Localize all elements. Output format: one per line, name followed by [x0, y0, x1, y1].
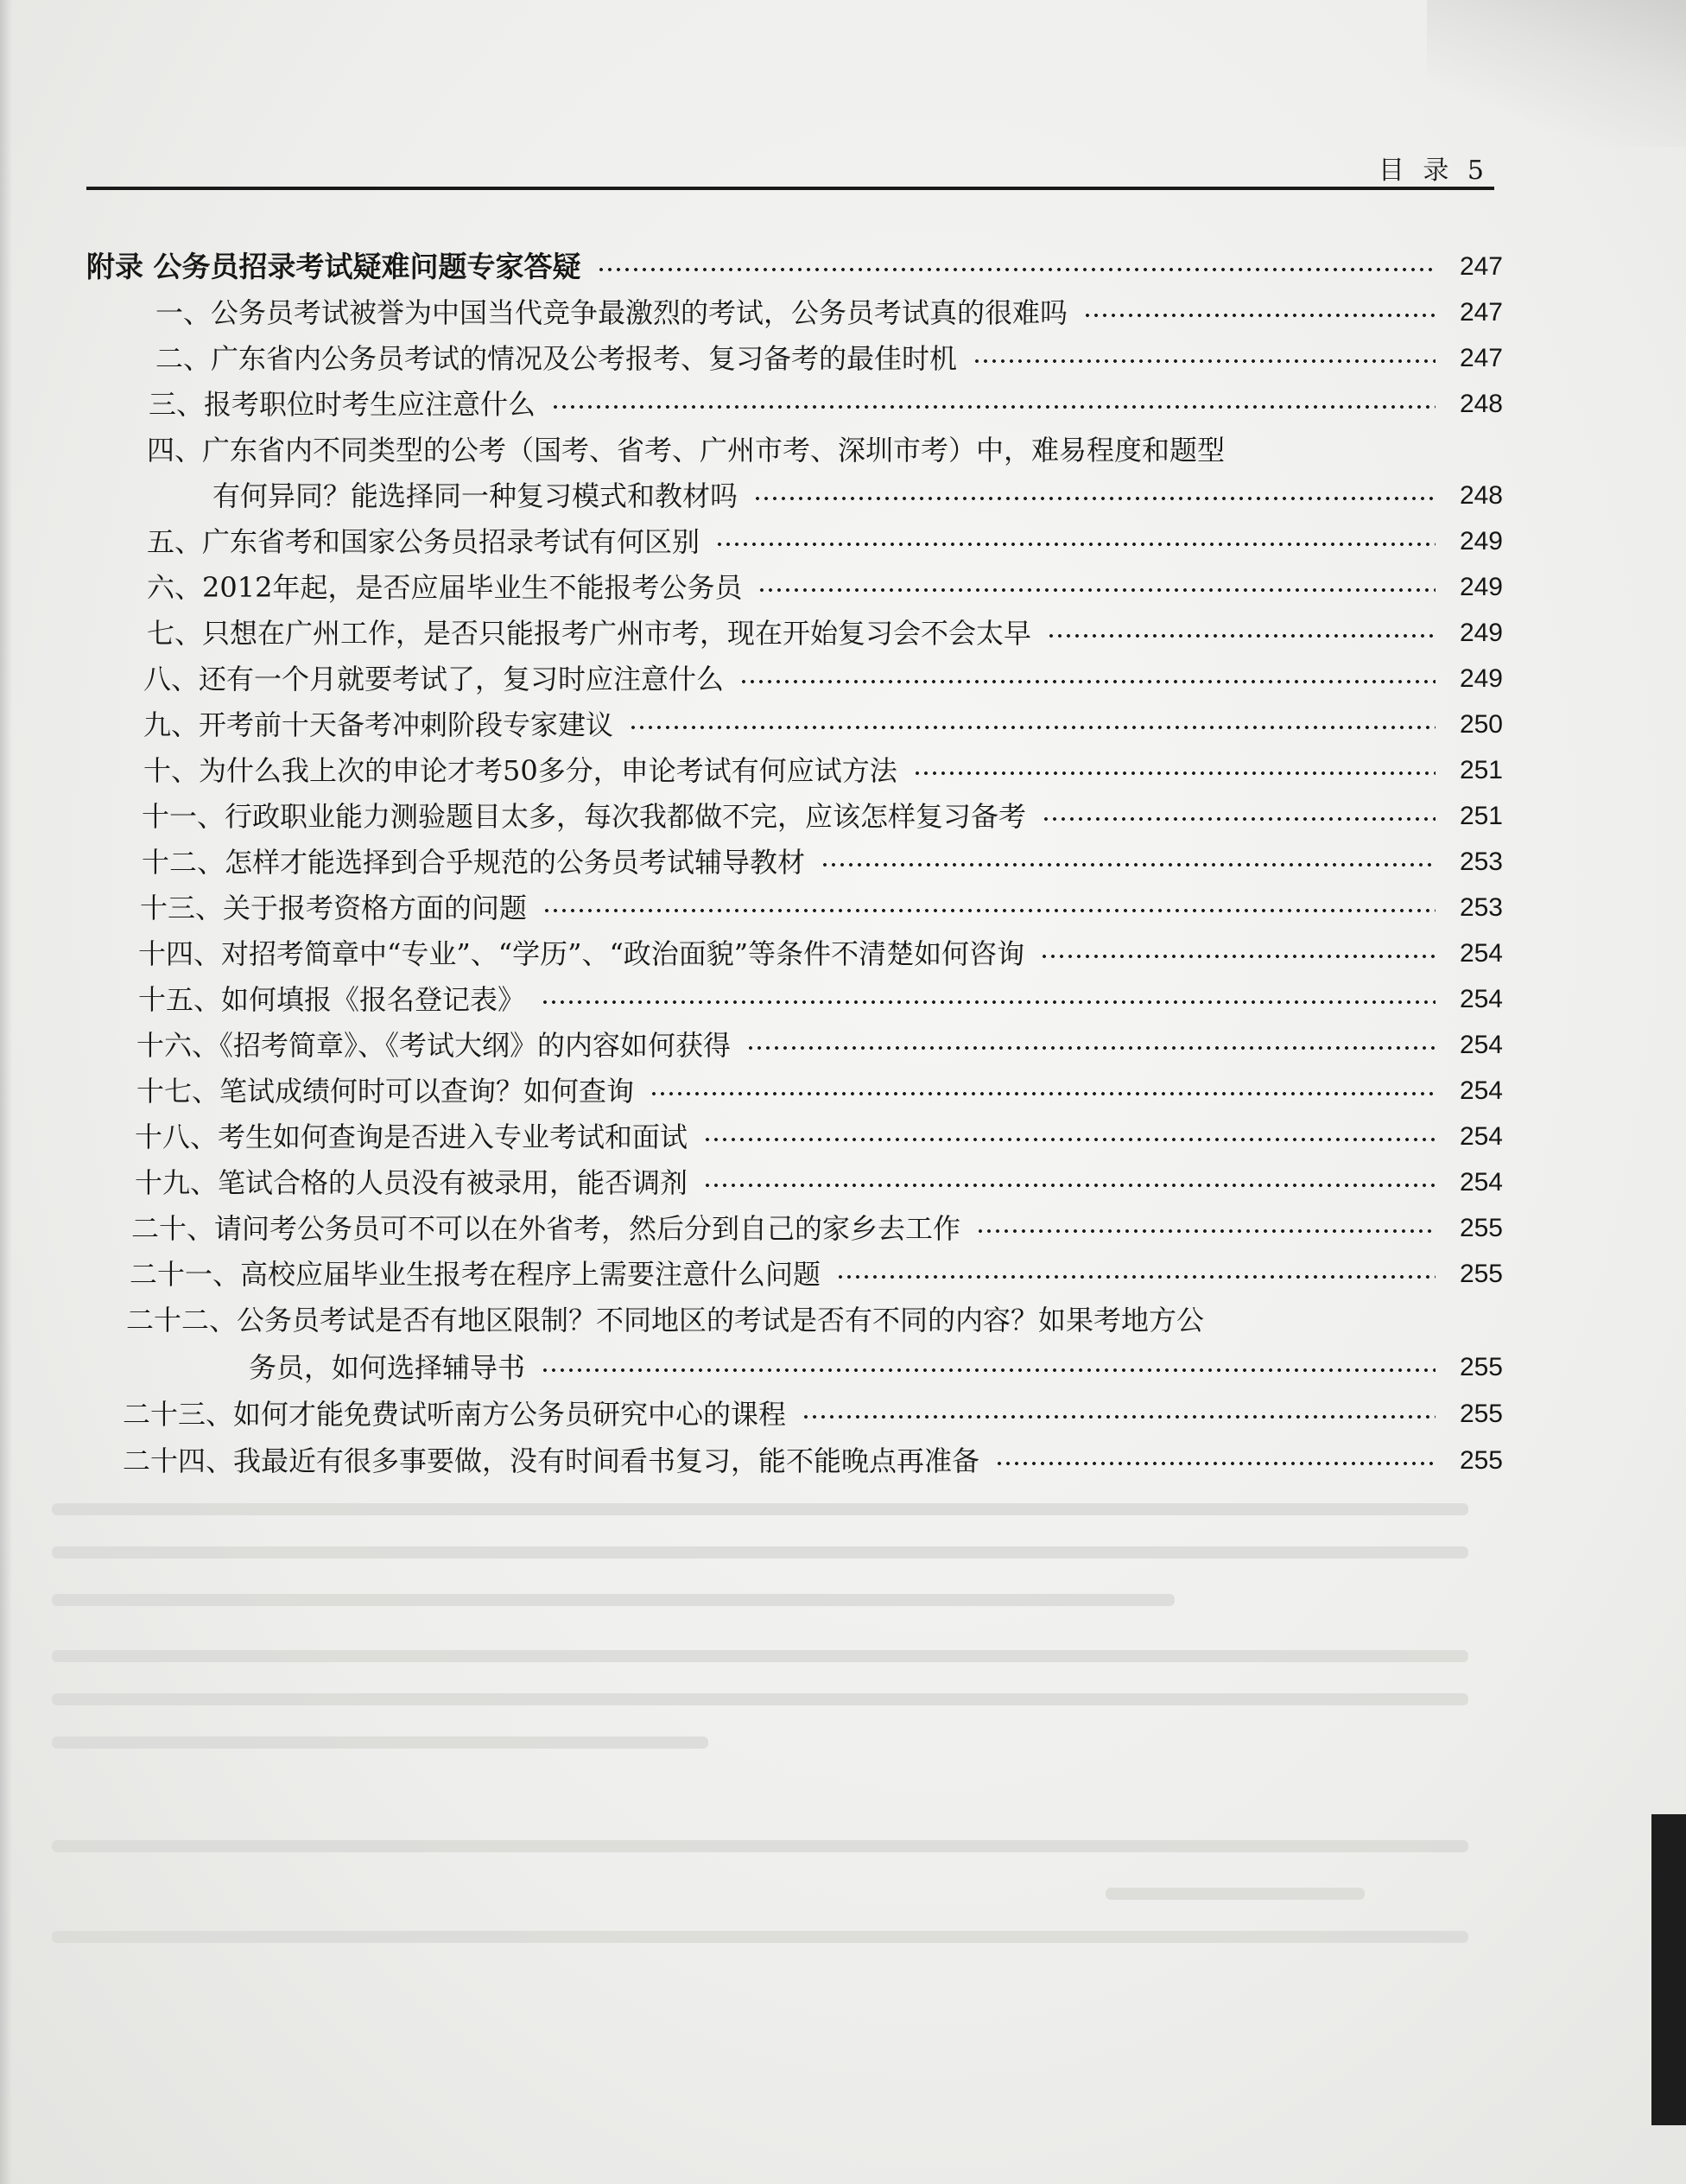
page-edge-tab	[1651, 1814, 1686, 2125]
toc-page-number: 247	[1459, 252, 1503, 281]
running-header	[86, 145, 1494, 190]
toc-page-number: 254	[1459, 1031, 1503, 1059]
toc-page-number: 250	[1459, 710, 1503, 739]
toc-page-number: 249	[1459, 619, 1503, 647]
dot-leader	[629, 717, 1436, 738]
toc-entry[interactable]	[86, 1022, 1503, 1069]
toc-entry-title: 十四、对招考简章中“专业”、“学历”、“政治面貌”等条件不清楚如何咨询	[138, 937, 1025, 970]
toc-entry[interactable]	[86, 1391, 1503, 1438]
page-edge-shadow	[0, 0, 12, 2184]
toc-entry-title: 十七、笔试成绩何时可以查询？如何查询	[136, 1075, 635, 1108]
toc-page-number: 248	[1459, 390, 1503, 418]
toc-entry[interactable]	[86, 1344, 1503, 1391]
toc-entry-title: 务员，如何选择辅导书	[249, 1351, 526, 1384]
toc-page-number: 248	[1459, 481, 1503, 510]
show-through-text	[52, 1594, 1175, 1606]
toc-entry-title: 九、开考前十天备考冲刺阶段专家建议	[143, 708, 614, 741]
show-through-text	[1106, 1888, 1365, 1900]
show-through-text	[52, 1503, 1468, 1515]
dot-leader	[715, 534, 1436, 555]
toc-entry-title: 有何异同？能选择同一种复习模式和教材吗	[212, 479, 738, 512]
dot-leader	[597, 259, 1436, 280]
toc-page-number: 254	[1459, 1168, 1503, 1197]
show-through-text	[52, 1931, 1468, 1943]
toc-entry[interactable]	[86, 1251, 1503, 1298]
dot-leader	[1040, 946, 1436, 967]
dot-leader	[976, 1221, 1436, 1241]
toc-entry-title: 十六、《招考简章》、《考试大纲》的内容如何获得	[136, 1029, 732, 1062]
dot-leader	[703, 1175, 1436, 1196]
toc-entry[interactable]	[86, 1205, 1503, 1252]
toc-entry[interactable]	[86, 885, 1503, 931]
dot-leader	[802, 1406, 1436, 1427]
dot-leader	[757, 580, 1436, 600]
show-through-text	[52, 1650, 1468, 1662]
dot-leader	[650, 1083, 1436, 1104]
toc-page-number: 254	[1459, 1122, 1503, 1151]
toc-entry[interactable]	[86, 1159, 1503, 1206]
toc-entry-title-line1: 二十二、公务员考试是否有地区限制？不同地区的考试是否有不同的内容？如果考地方公	[126, 1304, 1205, 1336]
toc-entry-title: 十一、行政职业能力测验题目太多，每次我都做不完，应该怎样复习备考	[142, 800, 1027, 833]
toc-entry-title: 八、还有一个月就要考试了，复习时应注意什么	[143, 663, 725, 695]
toc-page-number: 247	[1459, 298, 1503, 327]
toc-entry-title: 二十三、如何才能免费试听南方公务员研究中心的课程	[123, 1398, 787, 1431]
toc-entry[interactable]	[86, 1438, 1503, 1484]
toc-entry[interactable]	[86, 702, 1503, 748]
dot-leader	[703, 1129, 1436, 1150]
toc-page-number: 253	[1459, 893, 1503, 922]
dot-leader	[739, 671, 1436, 692]
toc-entry-title: 二、广东省内公务员考试的情况及公考报考、复习备考的最佳时机	[155, 342, 958, 375]
toc-page-number: 249	[1459, 573, 1503, 601]
toc-entry[interactable]	[86, 335, 1503, 382]
toc-page-number: 254	[1459, 939, 1503, 968]
toc-entry[interactable]	[86, 473, 1503, 519]
toc-page-number: 255	[1459, 1260, 1503, 1288]
toc-entry-title: 二十一、高校应届毕业生报考在程序上需要注意什么问题	[130, 1258, 821, 1291]
toc-entry[interactable]	[86, 381, 1503, 428]
toc-entry-title: 十五、如何填报《报名登记表》	[138, 983, 526, 1016]
toc-page-number: 249	[1459, 664, 1503, 693]
toc-entry[interactable]	[86, 656, 1503, 702]
dot-leader	[551, 397, 1436, 417]
dot-leader	[746, 1038, 1436, 1058]
toc-entry-title: 十八、考生如何查询是否进入专业考试和面试	[135, 1121, 688, 1153]
show-through-text	[52, 1840, 1468, 1852]
toc-page-number: 255	[1459, 1400, 1503, 1428]
toc-entry-title: 十九、笔试合格的人员没有被录用，能否调剂	[135, 1166, 688, 1199]
dot-leader	[542, 900, 1436, 921]
toc-entry-title: 三、报考职位时考生应注意什么	[149, 388, 536, 421]
dot-leader	[913, 763, 1436, 784]
dot-leader	[753, 488, 1436, 509]
toc-entry[interactable]	[86, 289, 1503, 336]
toc-entry-title: 十二、怎样才能选择到合乎规范的公务员考试辅导教材	[142, 846, 806, 879]
dot-leader	[541, 992, 1436, 1013]
dot-leader	[1042, 809, 1436, 829]
toc-page-number: 249	[1459, 527, 1503, 556]
toc-page-number: 255	[1459, 1214, 1503, 1242]
page-curl-shadow	[1427, 0, 1686, 147]
toc-entry-title: 五、广东省考和国家公务员招录考试有何区别	[147, 525, 700, 558]
toc-page-number: 251	[1459, 756, 1503, 784]
toc-entry[interactable]	[86, 1068, 1503, 1114]
toc-page-number: 255	[1459, 1446, 1503, 1475]
toc-entry-title: 一、公务员考试被誉为中国当代竞争最激烈的考试，公务员考试真的很难吗	[155, 296, 1068, 329]
toc-entry-title: 二十、请问考公务员可不可以在外省考，然后分到自己的家乡去工作	[131, 1212, 961, 1245]
dot-leader	[836, 1267, 1436, 1287]
toc-entry-title-line1: 四、广东省内不同类型的公考（国考、省考、广州市考、深圳市考）中，难易程度和题型	[147, 434, 1226, 467]
toc-entry[interactable]	[86, 610, 1503, 657]
toc-entry[interactable]	[86, 976, 1503, 1023]
toc-page-number: 247	[1459, 344, 1503, 372]
toc-entry[interactable]	[86, 930, 1503, 977]
dot-leader	[1083, 305, 1436, 326]
toc-entry-title: 附录 公务员招录考试疑难问题专家答疑	[86, 250, 581, 283]
dot-leader	[973, 351, 1436, 371]
dot-leader	[821, 854, 1436, 875]
toc-page-number: 255	[1459, 1353, 1503, 1381]
toc-entry[interactable]	[86, 839, 1503, 886]
toc-entry[interactable]	[86, 1114, 1503, 1160]
dot-leader	[995, 1453, 1436, 1474]
toc-page-number: 253	[1459, 848, 1503, 876]
toc-entry[interactable]	[86, 564, 1503, 611]
toc-entry-title: 七、只想在广州工作，是否只能报考广州市考，现在开始复习会不会太早	[147, 617, 1032, 650]
toc-entry-title: 十、为什么我上次的申论才考50多分，申论考试有何应试方法	[143, 754, 897, 787]
toc-entry-title: 六、2012年起，是否应届毕业生不能报考公务员	[147, 571, 743, 604]
toc-entry[interactable]	[86, 747, 1503, 794]
toc-entry[interactable]	[86, 518, 1503, 565]
dot-leader	[1047, 625, 1436, 646]
toc-entry[interactable]	[86, 793, 1503, 840]
toc-entry-appendix[interactable]	[86, 244, 1503, 290]
toc-page-number: 251	[1459, 802, 1503, 830]
toc-page-number: 254	[1459, 1076, 1503, 1105]
show-through-text	[52, 1736, 708, 1749]
toc-entry-title: 二十四、我最近有很多事要做，没有时间看书复习，能不能晚点再准备	[123, 1444, 980, 1477]
toc-page-number: 254	[1459, 985, 1503, 1013]
dot-leader	[541, 1360, 1436, 1381]
header-label: 目 录 5	[1378, 156, 1489, 186]
show-through-text	[52, 1693, 1468, 1705]
toc-entry-title: 十三、关于报考资格方面的问题	[140, 892, 528, 924]
show-through-text	[52, 1546, 1468, 1559]
